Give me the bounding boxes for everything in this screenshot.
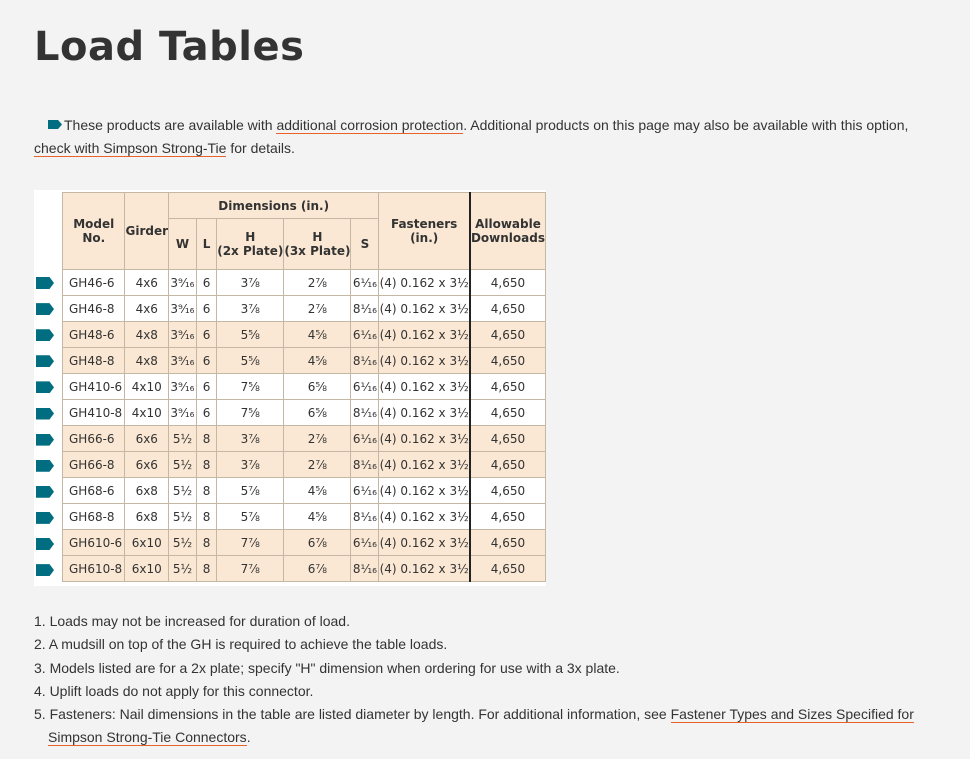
footnote-4: 4. Uplift loads do not apply for this connector. bbox=[34, 682, 314, 699]
cell-h3: 2⅞ bbox=[284, 452, 351, 478]
cell-h3: 4⅝ bbox=[284, 348, 351, 374]
cell-fasteners: (4) 0.162 x 3½ bbox=[379, 296, 470, 322]
cell-girder: 6x8 bbox=[125, 504, 169, 530]
cell-allowable: 4,650 bbox=[470, 296, 546, 322]
page-title: Load Tables bbox=[34, 24, 305, 70]
table-row bbox=[63, 270, 546, 296]
cell-h2: 7⅞ bbox=[217, 556, 284, 582]
corrosion-protection-marker-icon bbox=[36, 538, 54, 550]
cell-s: 6¹⁄₁₆ bbox=[351, 374, 379, 400]
table-row bbox=[63, 556, 546, 582]
cell-l: 8 bbox=[196, 426, 216, 452]
cell-fasteners: (4) 0.162 x 3½ bbox=[379, 478, 470, 504]
cell-allowable: 4,650 bbox=[470, 556, 546, 582]
cell-s: 6¹⁄₁₆ bbox=[351, 530, 379, 556]
cell-h2: 7⅝ bbox=[217, 400, 284, 426]
cell-h3: 6⅝ bbox=[284, 400, 351, 426]
header-fasteners: Fasteners (in.) bbox=[379, 193, 470, 270]
cell-girder: 4x8 bbox=[125, 322, 169, 348]
header-l: L bbox=[196, 219, 216, 270]
cell-h2: 3⅞ bbox=[217, 452, 284, 478]
cell-fasteners: (4) 0.162 x 3½ bbox=[379, 452, 470, 478]
intro-text-middle: . Additional products on this page may also be available with this option, bbox=[463, 117, 909, 133]
cell-fasteners: (4) 0.162 x 3½ bbox=[379, 504, 470, 530]
corrosion-protection-link[interactable]: additional corrosion protection bbox=[276, 117, 464, 133]
cell-h3: 4⅝ bbox=[284, 478, 351, 504]
cell-girder: 6x6 bbox=[125, 452, 169, 478]
cell-girder: 6x8 bbox=[125, 478, 169, 504]
cell-s: 8¹⁄₁₆ bbox=[351, 296, 379, 322]
fastener-types-link[interactable]: Fastener Types and Sizes Specified for Simpson Strong-Tie Connectors bbox=[48, 706, 914, 746]
cell-h2: 3⅞ bbox=[217, 296, 284, 322]
footnote-1: 1. Loads may not be increased for duration of load. bbox=[34, 613, 350, 629]
cell-girder: 4x8 bbox=[125, 348, 169, 374]
cell-l: 8 bbox=[196, 530, 216, 556]
table-row bbox=[63, 452, 546, 478]
cell-s: 8¹⁄₁₆ bbox=[351, 348, 379, 374]
corrosion-protection-marker-icon bbox=[36, 564, 54, 576]
cell-l: 6 bbox=[196, 270, 216, 296]
header-h-3x: H (3x Plate) bbox=[284, 219, 351, 270]
cell-allowable: 4,650 bbox=[470, 426, 546, 452]
cell-l: 6 bbox=[196, 400, 216, 426]
cell-l: 6 bbox=[196, 296, 216, 322]
cell-s: 8¹⁄₁₆ bbox=[351, 452, 379, 478]
cell-s: 6¹⁄₁₆ bbox=[351, 426, 379, 452]
cell-h3: 2⅞ bbox=[284, 296, 351, 322]
cell-fasteners: (4) 0.162 x 3½ bbox=[379, 374, 470, 400]
cell-girder: 4x10 bbox=[125, 374, 169, 400]
cell-w: 3⁹⁄₁₆ bbox=[169, 322, 197, 348]
cell-fasteners: (4) 0.162 x 3½ bbox=[379, 270, 470, 296]
cell-h2: 3⅞ bbox=[217, 426, 284, 452]
corrosion-protection-marker-icon bbox=[36, 277, 54, 289]
cell-allowable: 4,650 bbox=[470, 270, 546, 296]
cell-w: 5½ bbox=[169, 478, 197, 504]
cell-allowable: 4,650 bbox=[470, 478, 546, 504]
cell-allowable: 4,650 bbox=[470, 452, 546, 478]
cell-model: GH610-6 bbox=[63, 530, 125, 556]
cell-model: GH68-6 bbox=[63, 478, 125, 504]
cell-h2: 5⅝ bbox=[217, 348, 284, 374]
table-row bbox=[63, 374, 546, 400]
header-dimensions: Dimensions (in.) bbox=[169, 193, 379, 219]
cell-h3: 2⅞ bbox=[284, 270, 351, 296]
cell-allowable: 4,650 bbox=[470, 322, 546, 348]
header-girder: Girder bbox=[125, 193, 169, 270]
cell-model: GH46-8 bbox=[63, 296, 125, 322]
cell-h3: 4⅝ bbox=[284, 504, 351, 530]
load-table bbox=[62, 192, 546, 582]
cell-w: 3⁹⁄₁₆ bbox=[169, 400, 197, 426]
corrosion-protection-marker-icon bbox=[48, 120, 62, 129]
cell-allowable: 4,650 bbox=[470, 400, 546, 426]
cell-w: 5½ bbox=[169, 426, 197, 452]
cell-girder: 4x6 bbox=[125, 270, 169, 296]
cell-model: GH66-6 bbox=[63, 426, 125, 452]
load-table-image bbox=[34, 190, 546, 586]
table-row bbox=[63, 426, 546, 452]
table-row bbox=[63, 322, 546, 348]
corrosion-protection-marker-icon bbox=[36, 512, 54, 524]
table-row bbox=[63, 400, 546, 426]
cell-h2: 5⅞ bbox=[217, 478, 284, 504]
footnotes bbox=[34, 610, 934, 750]
footnote-3: 3. Models listed are for a 2x plate; specify "H" dimension when ordering for use with a 3x plate. bbox=[34, 659, 620, 676]
table-row bbox=[63, 296, 546, 322]
header-s: S bbox=[351, 219, 379, 270]
cell-h2: 3⅞ bbox=[217, 270, 284, 296]
table-row bbox=[63, 478, 546, 504]
cell-h2: 7⅝ bbox=[217, 374, 284, 400]
cell-fasteners: (4) 0.162 x 3½ bbox=[379, 322, 470, 348]
cell-w: 3⁹⁄₁₆ bbox=[169, 374, 197, 400]
cell-allowable: 4,650 bbox=[470, 530, 546, 556]
corrosion-protection-marker-icon bbox=[36, 355, 54, 367]
cell-l: 6 bbox=[196, 322, 216, 348]
corrosion-protection-marker-icon bbox=[36, 381, 54, 393]
cell-model: GH410-8 bbox=[63, 400, 125, 426]
header-allowable: Allowable Downloads bbox=[470, 193, 546, 270]
cell-model: GH66-8 bbox=[63, 452, 125, 478]
cell-l: 8 bbox=[196, 478, 216, 504]
cell-fasteners: (4) 0.162 x 3½ bbox=[379, 426, 470, 452]
footnote-2: 2. A mudsill on top of the GH is required to achieve the table loads. bbox=[34, 636, 448, 653]
table-row bbox=[63, 504, 546, 530]
cell-model: GH610-8 bbox=[63, 556, 125, 582]
cell-model: GH68-8 bbox=[63, 504, 125, 530]
cell-s: 6¹⁄₁₆ bbox=[351, 322, 379, 348]
cell-girder: 4x10 bbox=[125, 400, 169, 426]
cell-w: 3⁹⁄₁₆ bbox=[169, 348, 197, 374]
cell-h2: 7⅞ bbox=[217, 530, 284, 556]
check-with-simpson-link[interactable]: check with Simpson Strong-Tie bbox=[34, 140, 227, 156]
cell-w: 5½ bbox=[169, 556, 197, 582]
cell-girder: 6x10 bbox=[125, 556, 169, 582]
cell-w: 3⁹⁄₁₆ bbox=[169, 270, 197, 296]
header-model: Model No. bbox=[63, 193, 125, 270]
footnote-5: 5. Fasteners: Nail dimensions in the table are listed diameter by length. For additional information, see Fastener Types and Sizes Specified for Simpson Strong-Tie Connectors. bbox=[34, 706, 914, 746]
cell-model: GH48-6 bbox=[63, 322, 125, 348]
corrosion-protection-marker-icon bbox=[36, 486, 54, 498]
cell-model: GH48-8 bbox=[63, 348, 125, 374]
intro-text-before: These products are available with bbox=[64, 117, 277, 133]
cell-model: GH46-6 bbox=[63, 270, 125, 296]
header-h-2x: H (2x Plate) bbox=[217, 219, 284, 270]
cell-h3: 4⅝ bbox=[284, 322, 351, 348]
cell-fasteners: (4) 0.162 x 3½ bbox=[379, 348, 470, 374]
cell-l: 6 bbox=[196, 348, 216, 374]
cell-l: 8 bbox=[196, 556, 216, 582]
header-w: W bbox=[169, 219, 197, 270]
cell-fasteners: (4) 0.162 x 3½ bbox=[379, 556, 470, 582]
corrosion-protection-marker-icon bbox=[36, 408, 54, 420]
cell-h3: 2⅞ bbox=[284, 426, 351, 452]
cell-girder: 4x6 bbox=[125, 296, 169, 322]
corrosion-protection-marker-icon bbox=[36, 460, 54, 472]
cell-s: 8¹⁄₁₆ bbox=[351, 400, 379, 426]
cell-s: 6¹⁄₁₆ bbox=[351, 478, 379, 504]
cell-allowable: 4,650 bbox=[470, 348, 546, 374]
cell-s: 8¹⁄₁₆ bbox=[351, 556, 379, 582]
cell-s: 6¹⁄₁₆ bbox=[351, 270, 379, 296]
cell-w: 5½ bbox=[169, 452, 197, 478]
intro-paragraph bbox=[34, 114, 934, 160]
cell-w: 5½ bbox=[169, 530, 197, 556]
cell-girder: 6x6 bbox=[125, 426, 169, 452]
cell-w: 5½ bbox=[169, 504, 197, 530]
cell-w: 3⁹⁄₁₆ bbox=[169, 296, 197, 322]
table-row bbox=[63, 530, 546, 556]
cell-model: GH410-6 bbox=[63, 374, 125, 400]
cell-allowable: 4,650 bbox=[470, 374, 546, 400]
table-row bbox=[63, 348, 546, 374]
cell-l: 6 bbox=[196, 374, 216, 400]
cell-h3: 6⅞ bbox=[284, 556, 351, 582]
corrosion-protection-marker-icon bbox=[36, 303, 54, 315]
cell-h2: 5⅝ bbox=[217, 322, 284, 348]
intro-text-after: for details. bbox=[226, 140, 295, 156]
cell-l: 8 bbox=[196, 452, 216, 478]
cell-h3: 6⅞ bbox=[284, 530, 351, 556]
cell-fasteners: (4) 0.162 x 3½ bbox=[379, 530, 470, 556]
cell-h3: 6⅝ bbox=[284, 374, 351, 400]
cell-l: 8 bbox=[196, 504, 216, 530]
cell-girder: 6x10 bbox=[125, 530, 169, 556]
corrosion-protection-marker-icon bbox=[36, 434, 54, 446]
cell-s: 8¹⁄₁₆ bbox=[351, 504, 379, 530]
cell-h2: 5⅞ bbox=[217, 504, 284, 530]
cell-fasteners: (4) 0.162 x 3½ bbox=[379, 400, 470, 426]
cell-allowable: 4,650 bbox=[470, 504, 546, 530]
corrosion-protection-marker-icon bbox=[36, 329, 54, 341]
